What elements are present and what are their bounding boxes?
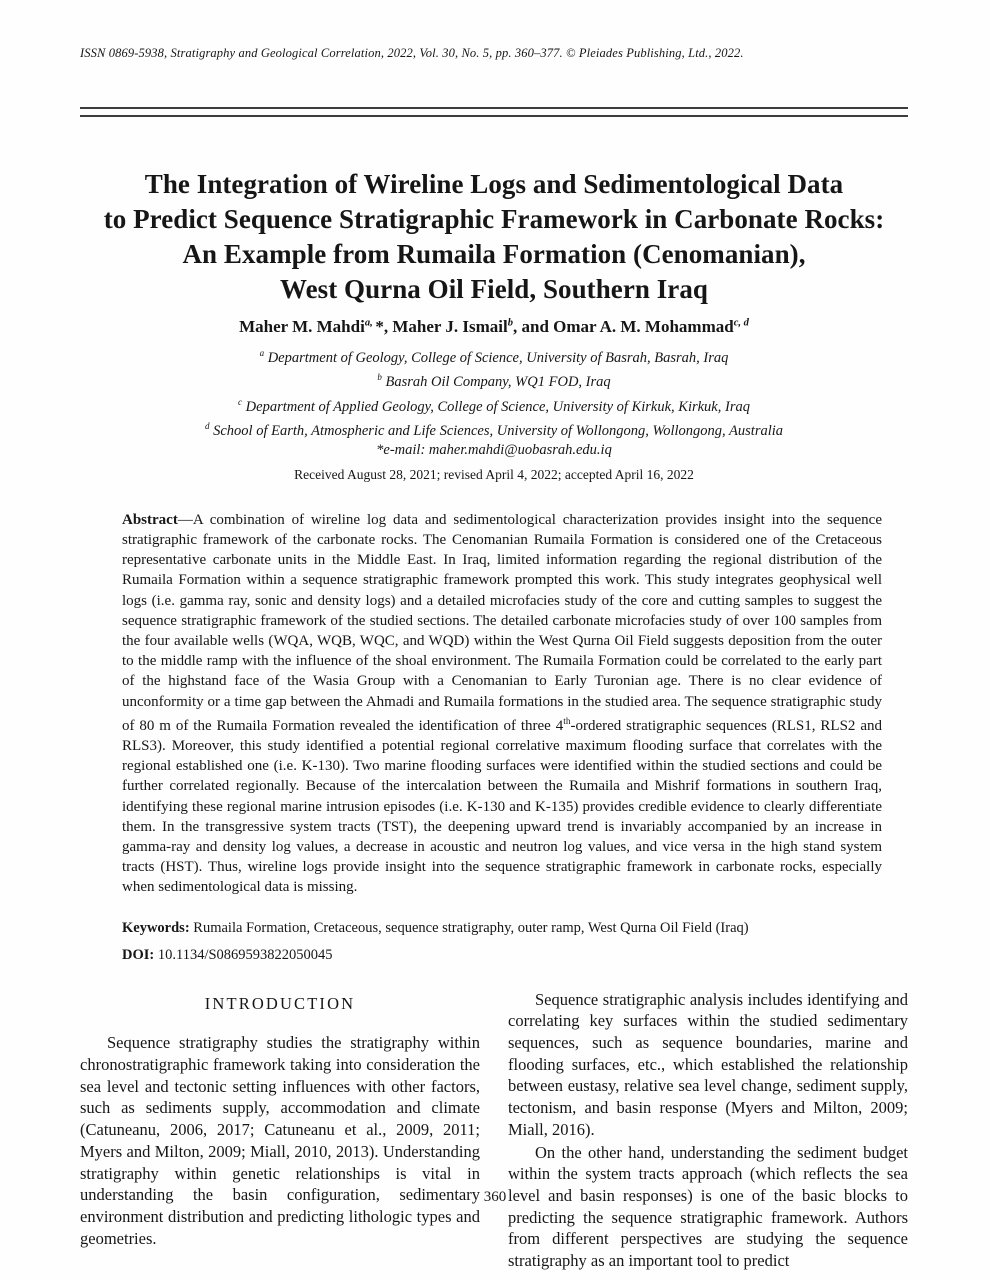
page-number: 360 <box>483 1189 507 1205</box>
left-column <box>80 989 480 1272</box>
header-divider <box>80 107 908 117</box>
affiliations-block <box>80 344 908 461</box>
keywords-line: Keywords: Rumaila Formation, Cretaceous, sequence stratigraphy, outer ramp, West Qurna Oil Field (Iraq) <box>122 919 749 936</box>
right-column <box>508 989 908 1272</box>
article-title-line-2: to Predict Sequence Stratigraphic Framework in Carbonate Rocks: <box>103 204 885 234</box>
email-line: *e-mail: maher.mahdi@uobasrah.edu.iq <box>376 442 612 459</box>
article-title-line-3: An Example from Rumaila Formation (Cenomanian), <box>182 239 806 269</box>
two-column-body <box>80 989 908 1272</box>
journal-header-line: ISSN 0869-5938, Stratigraphy and Geological Correlation, 2022, Vol. 30, No. 5, pp. 360–377. © Pleiades Publishing, Ltd., 2022. <box>80 46 744 60</box>
introduction-heading: INTRODUCTION <box>204 993 356 1013</box>
intro-paragraph-2: Sequence stratigraphic analysis includes identifying and correlating key surfaces within the studied sedimentary sequences, such as sequence boundaries, marine and flooding surfaces, etc., which established the relationship between eustasy, relative sea level change, sediment supply, tectonism, and basin response (Myers and Milton, 2009; Miall, 2016). <box>508 989 908 1139</box>
intro-paragraph-1: Sequence stratigraphy studies the stratigraphy within chronostratigraphic framework taking into consideration the sea level and tectonic setting influences with other factors, such as sediments supply, accommodation and climate (Catuneanu, 2006, 2017; Catuneanu et al., 2009, 2011; Myers and Milton, 2009; Miall, 2010, 2013). Understanding stratigraphy within genetic relationships is vital in understanding the basin configuration, sedimentary environment distribution and predicting lithologic types and geometries. <box>80 1033 480 1248</box>
affiliation-line-c: $^c$ Department of Applied Geology, College of Science, University of Kirkuk, Kirkuk, Iraq <box>238 396 750 415</box>
article-title-line-1: The Integration of Wireline Logs and Sedimentological Data <box>144 169 844 199</box>
doi-line: DOI: 10.1134/S0869593822050045 <box>122 946 333 963</box>
affiliation-line-b: $^b$ Basrah Oil Company, WQ1 FOD, Iraq <box>377 372 611 391</box>
affiliation-line-a: $^a$ Department of Geology, College of Science, University of Basrah, Basrah, Iraq <box>259 348 729 366</box>
intro-paragraph-3: On the other hand, understanding the sediment budget within the system tracts approach (which reflects the sea level and basin responses) is one of the basic blocks to predicting the sequence stratigraphic framework. Authors from different perspectives are studying the sequence stratigraphy as an important tool to predict <box>508 1142 908 1271</box>
received-dates-line: Received August 28, 2021; revised April 4, 2022; accepted April 16, 2022 <box>294 466 694 482</box>
affiliation-line-d: $^d$ School of Earth, Atmospheric and Life Sciences, University of Wollongong, Wollongong, Australia <box>204 420 784 439</box>
article-title-line-4: West Qurna Oil Field, Southern Iraq <box>280 274 708 304</box>
authors-line: Maher M. Mahdi$^{a,}$ *, Maher J. Ismail$^b$, and Omar A. M. Mohammad$^{c, d}$ <box>239 317 749 336</box>
article-title <box>80 167 908 307</box>
abstract-paragraph: Abstract—A combination of wireline log data and sedimentological characterization provides insight into the sequence stratigraphic framework of the carbonate rocks. The Cenomanian Rumaila Formation is considered one of the Cretaceous representative carbonate units in the Middle East. In Iraq, limited information regarding the regional distribution of the Rumaila Formation within a sequence stratigraphic framework prompted this work. This study integrates geophysical well logs (i.e. gamma ray, sonic and density logs) and a detailed microfacies study of the core and cutting samples to suggest the sequence stratigraphic framework of the studied sections. The detailed carbonate microfacies study of over 100 samples from the four available wells (WQA, WQB, WQC, and WQD) within the West Qurna Oil Field suggests deposition from the outer to the middle ramp with the influence of the shoal environment. The Rumaila Formation could be correlated to the early part of the highstand face of the Wasia Group with a Cenomanian to Early Turonian age. There is no clear evidence of unconformity or a time gap between the Ahmadi and Rumaila formations in the studied area. The sequence stratigraphic study of 80 m of the Rumaila Formation revealed the identification of three 4th-ordered stratigraphic sequences (RLS1, RLS2 and RLS3). Moreover, this study identified a potential regional correlative maximum flooding surface that correlates with the regional established one (i.e. K-130). Two marine flooding surfaces were identified within the studied sections and could be further correlated regionally. Because of the intercalation between the Rumaila and Mishrif formations in southern Iraq, identifying these regional marine intrusion episodes (i.e. K-130 and K-135) provides credible evidence to clearly differentiate them. In the transgressive system tracts (TST), the deepening upward trend is invariably accompanied by an increase in gamma-ray and density log values, a decrease in acoustic and neutron log values, and vice versa in the high stand system tracts (HST). Thus, wireline logs provide insight into the sequence stratigraphic framework in carbonate rocks, especially when sedimentological data is missing. <box>122 511 882 896</box>
